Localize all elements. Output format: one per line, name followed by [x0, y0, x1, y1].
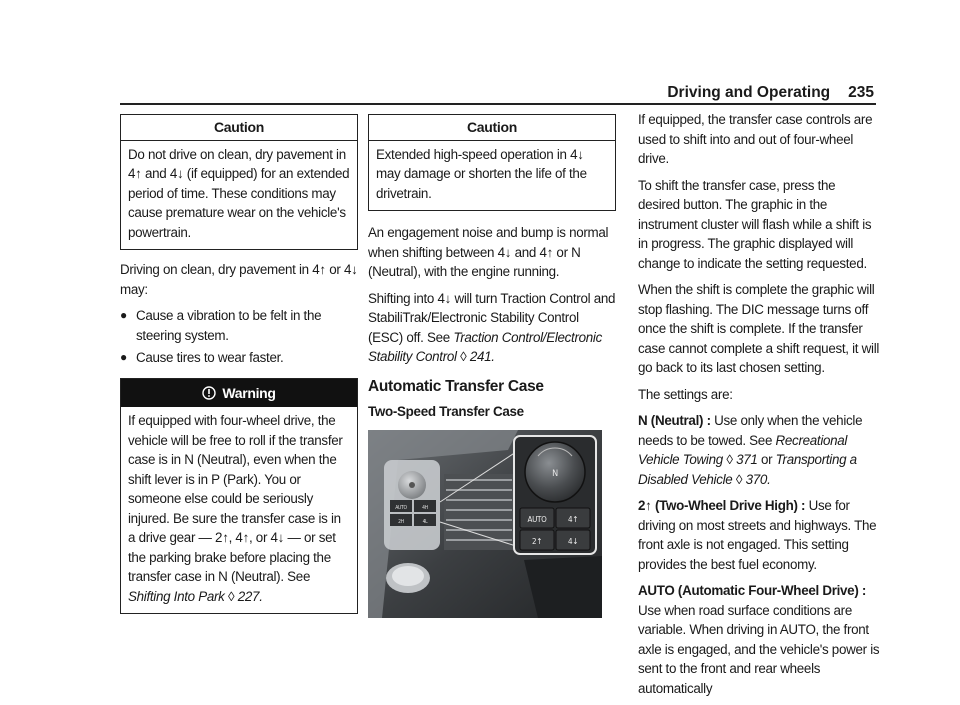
transfer-case-controls-photo — [368, 430, 602, 618]
warning-header — [121, 379, 357, 408]
dashboard-illustration — [368, 430, 602, 618]
page-ref-icon: ◊ — [726, 452, 733, 467]
caution-text: Extended high-speed operation in 4↓ may damage or shorten the life of the drivetrain. — [376, 146, 587, 201]
page-ref-icon: ◊ — [460, 349, 467, 364]
right-column — [638, 110, 880, 705]
setting-term: N (Neutral) : — [638, 413, 711, 428]
svg-text:4L: 4L — [422, 518, 428, 525]
knob-neutral-label: N — [552, 468, 558, 479]
svg-text:4H: 4H — [422, 504, 428, 511]
setting-two-wheel-high: 2↑ (Two-Wheel Drive High) : Use for driving on most streets and highways. The front axle is not engaged. This setting provides the best fuel economy. — [638, 498, 877, 572]
setting-neutral: N (Neutral) : Use only when the vehicle needs to be towed. See Recreational Vehicle Towing ◊ 371 or Transporting a Disabled Vehicle ◊ 370. — [638, 413, 863, 487]
intro-paragraph: Driving on clean, dry pavement in 4↑ or 4↓ may: — [120, 262, 358, 297]
warning-title: Warning — [222, 384, 276, 401]
page-number: 235 — [848, 84, 874, 101]
cross-reference-link[interactable]: Traction Control/Electronic Stability Control — [368, 329, 602, 364]
page-ref-icon: ◊ — [735, 471, 743, 487]
caution-title: Caution — [369, 115, 615, 141]
subsection-heading: Two-Speed Transfer Case — [368, 404, 524, 419]
auto-button-label: AUTO — [527, 514, 547, 524]
cross-reference-link[interactable]: Shifting Into Park — [128, 588, 225, 604]
page-reference[interactable]: 241. — [469, 349, 495, 364]
caution-box — [120, 114, 358, 250]
caution-title: Caution — [121, 115, 357, 141]
caution-text: Do not drive on clean, dry pavement in 4↑ and 4↓ (if equipped) for an extended period of time. These conditions may cause premature wear on the vehicle's powertrain. — [128, 146, 350, 240]
left-column — [120, 114, 358, 624]
warning-icon — [202, 386, 216, 400]
page-reference[interactable]: 370. — [745, 471, 771, 487]
paragraph: When the shift is complete the graphic will stop flashing. The DIC message turns off once the shift is complete. If the transfer case cannot complete a shift request, it will go back to its last chosen setting. — [638, 282, 880, 375]
section-title: Driving and Operating — [667, 84, 831, 101]
page-header — [667, 84, 874, 102]
cross-reference-link[interactable]: Recreational Vehicle Towing — [638, 432, 848, 467]
paragraph: The settings are: — [638, 386, 733, 402]
middle-column — [368, 114, 616, 618]
caution-box — [368, 114, 616, 211]
air-vent — [444, 474, 514, 550]
paragraph: Shifting into 4↓ will turn Traction Control and StabiliTrak/Electronic Stability Control (ESC) off. See Traction Control/Electronic Stability Control ◊ 241. — [368, 290, 616, 364]
2high-button-label: 2↑ — [531, 536, 543, 546]
svg-text:AUTO: AUTO — [395, 504, 407, 511]
setting-auto: AUTO (Automatic Four-Wheel Drive) : Use when road surface conditions are variable. When driving in AUTO, the front axle is engaged, and the vehicle's power is sent to the front and rear wheels automatically — [638, 583, 880, 696]
paragraph: An engagement noise and bump is normal when shifting between 4↓ and 4↑ or N (Neutral), with the engine running. — [368, 225, 609, 279]
4high-button-label: 4↑ — [567, 514, 579, 524]
header-rule — [120, 103, 876, 105]
cross-reference-link[interactable]: Transporting a Disabled Vehicle — [638, 452, 857, 487]
setting-term: 2↑ (Two-Wheel Drive High) : — [638, 498, 806, 513]
warning-text: If equipped with four-wheel drive, the vehicle will be free to roll if the transfer case is in N (Neutral), even when the shift lever is in P (Park). You or someone else could be seriously injured. Be sure the transfer case is in a drive gear — 2↑, 4↑, or 4↓ — or set the parking brake before placing the transfer case in N (Neutral). See Shifting Into Park ◊ 227. — [128, 413, 343, 604]
bullet-icon: ● — [120, 350, 127, 364]
page-ref-icon: ◊ — [228, 588, 235, 604]
page-reference[interactable]: 371 — [736, 452, 758, 467]
section-heading: Automatic Transfer Case — [368, 377, 544, 395]
warning-box — [120, 378, 358, 615]
setting-term: AUTO (Automatic Four-Wheel Drive) : — [638, 583, 867, 598]
list-item: ● Cause tires to wear faster. — [120, 348, 358, 368]
paragraph: To shift the transfer case, press the desired button. The graphic in the instrument cluster will flash while a shift is in progress. The graphic displayed will change to indicate the setting requested. — [638, 177, 872, 271]
bullet-icon: ● — [120, 308, 127, 322]
paragraph: If equipped, the transfer case controls are used to shift into and out of four-wheel drive. — [638, 112, 873, 166]
4low-button-label: 4↓ — [567, 536, 579, 546]
page-reference[interactable]: 227. — [237, 588, 263, 604]
list-item: ● Cause a vibration to be felt in the steering system. — [120, 306, 358, 345]
svg-text:2H: 2H — [398, 518, 404, 525]
